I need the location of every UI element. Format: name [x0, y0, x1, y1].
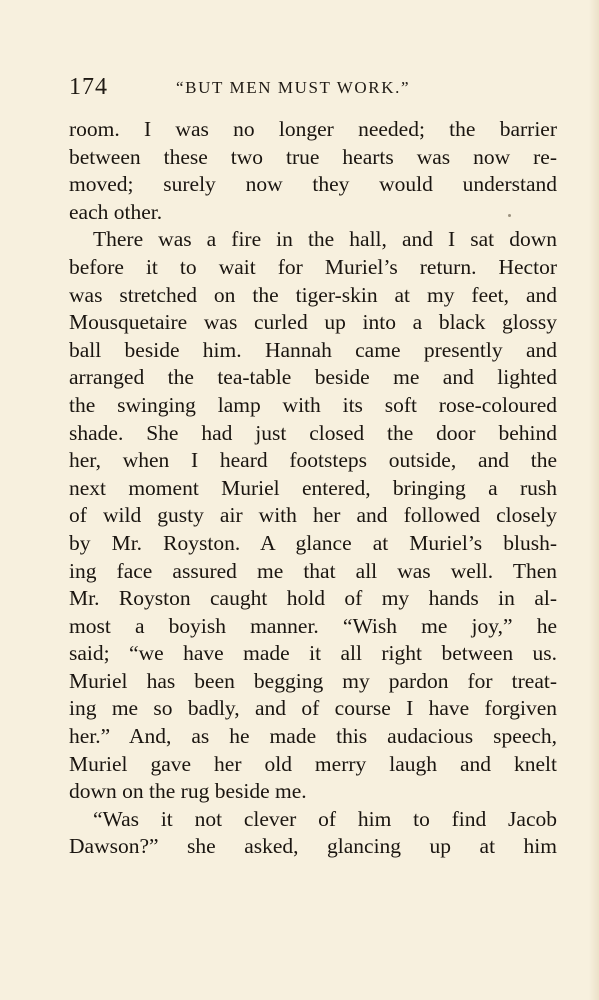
running-head: “BUT MEN MUST WORK.” [176, 78, 411, 97]
text-line: her, when I heard footsteps outside, and the [69, 448, 557, 473]
text-line: said; “we have made it all right between us. [69, 641, 557, 666]
text-line: Mousquetaire was curled up into a black glossy [69, 310, 557, 335]
text-line: moved; surely now they would understand [69, 172, 557, 197]
page-number: 174 [69, 74, 108, 100]
text-line: ing me so badly, and of course I have forgiven [69, 696, 557, 721]
text-line: room. I was no longer needed; the barrier [69, 117, 557, 141]
text-line: by Mr. Royston. A glance at Muriel’s blush- [69, 530, 557, 555]
text-line: There was a fire in the hall, and I sat down [93, 227, 557, 252]
page-edge-shadow [589, 0, 599, 1000]
text-line: ing face assured me that all was well. Then [69, 558, 557, 583]
page-header [69, 74, 559, 104]
text-line: next moment Muriel entered, bringing a rush [69, 475, 557, 500]
text-line: each other. [69, 199, 163, 224]
text-line: ball beside him. Hannah came presently and [69, 337, 557, 362]
text-line: was stretched on the tiger-skin at my feet, and [69, 282, 557, 307]
text-line: arranged the tea-table beside me and lighted [69, 365, 557, 390]
text-line: down on the rug beside me. [69, 779, 307, 804]
text-line: Muriel has been begging my pardon for treat- [69, 668, 557, 693]
text-line: shade. She had just closed the door behind [69, 420, 557, 445]
text-line: “Was it not clever of him to find Jacob [93, 806, 557, 831]
text-line: Dawson?” she asked, glancing up at him [69, 834, 557, 859]
text-line: most a boyish manner. “Wish me joy,” he [69, 613, 557, 638]
body-text [69, 116, 557, 861]
text-line: before it to wait for Muriel’s return. Hector [69, 254, 557, 279]
text-line: between these two true hearts was now re- [69, 144, 557, 169]
text-line: Mr. Royston caught hold of my hands in al- [69, 586, 557, 611]
text-line: Muriel gave her old merry laugh and knelt [69, 751, 557, 776]
text-line: of wild gusty air with her and followed closely [69, 503, 557, 528]
text-line: the swinging lamp with its soft rose-coloured [69, 392, 557, 417]
text-line: her.” And, as he made this audacious speech, [69, 724, 557, 749]
